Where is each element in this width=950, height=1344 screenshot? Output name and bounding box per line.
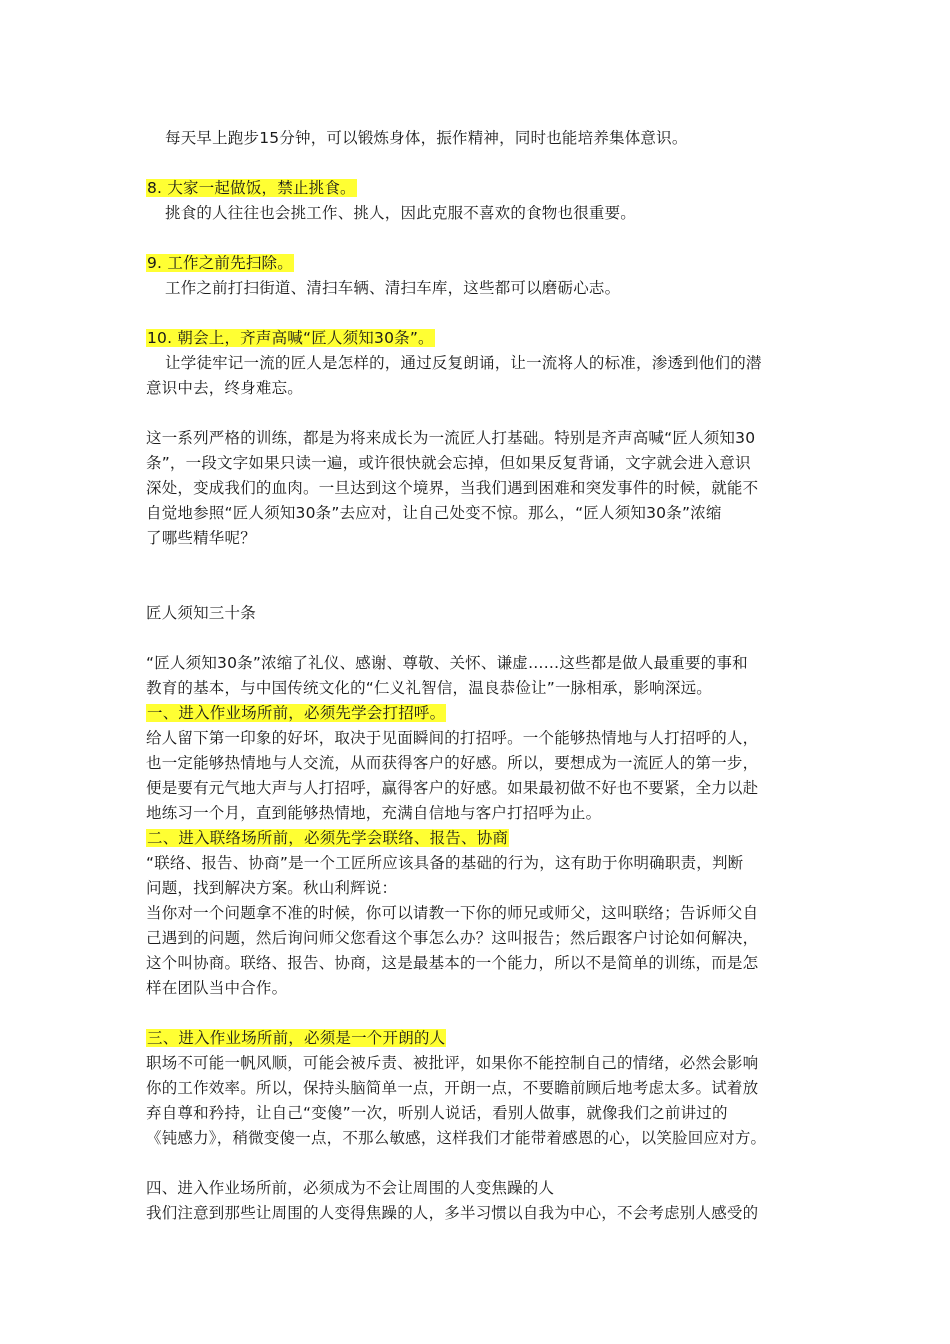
paragraph-line: “联络、报告、协商”是一个工匠所应该具备的基础的行为，这有助于你明确职责，判断 [146, 854, 744, 872]
paragraph-line: 你的工作效率。所以，保持头脑简单一点，开朗一点，不要瞻前顾后地考虑太多。试着放 [146, 1079, 759, 1097]
rule-heading-2 [146, 828, 509, 848]
paragraph-line: 每天早上跑步15分钟，可以锻炼身体，振作精神，同时也能培养集体意识。 [165, 129, 688, 147]
paragraph-line: 了哪些精华呢？ [146, 529, 256, 547]
paragraph-line: 样在团队当中合作。 [146, 979, 288, 997]
paragraph-line: 让学徒牢记一流的匠人是怎样的，通过反复朗诵，让一流将人的标准，渗透到他们的潜 [165, 354, 762, 372]
paragraph-line: 意识中去，终身难忘。 [146, 379, 304, 397]
paragraph-line: 地练习一个月，直到能够热情地，充满自信地与客户打招呼为止。 [146, 804, 602, 822]
paragraph-line: 教育的基本，与中国传统文化的“仁义礼智信，温良恭俭让”一脉相承，影响深远。 [146, 679, 712, 697]
paragraph-line: 弃自尊和矜持，让自己“变傻”一次，听别人说话，看别人做事，就像我们之前讲过的 [146, 1104, 728, 1122]
rule-heading-8 [146, 178, 357, 198]
rule-heading-3 [146, 1028, 446, 1048]
rule-heading-4: 四、进入作业场所前，必须成为不会让周围的人变焦躁的人 [146, 1179, 555, 1197]
paragraph-line: 深处，变成我们的血肉。一旦达到这个境界，当我们遇到困难和突发事件的时候，就能不 [146, 479, 759, 497]
highlighted-heading: 二、进入联络场所前，必须先学会联络、报告、协商 [147, 829, 509, 847]
rule-heading-10 [146, 328, 435, 348]
highlighted-heading: 三、进入作业场所前，必须是一个开朗的人 [147, 1029, 446, 1047]
paragraph-line: 我们注意到那些让周围的人变得焦躁的人，多半习惯以自我为中心，不会考虑别人感受的 [146, 1204, 759, 1222]
paragraph-line: “匠人须知30条”浓缩了礼仪、感谢、尊敬、关怀、谦虚……这些都是做人最重要的事和 [146, 654, 748, 672]
highlighted-heading: 8. 大家一起做饭，禁止挑食。 [147, 179, 356, 197]
paragraph-line: 职场不可能一帆风顺，可能会被斥责、被批评，如果你不能控制自己的情绪，必然会影响 [146, 1054, 759, 1072]
highlighted-heading: 9. 工作之前先扫除。 [147, 254, 293, 272]
paragraph-line: 当你对一个问题拿不准的时候，你可以请教一下你的师兄或师父，这叫联络；告诉师父自 [146, 904, 759, 922]
paragraph-line: 条”，一段文字如果只读一遍，或许很快就会忘掉，但如果反复背诵，文字就会进入意识 [146, 454, 751, 472]
paragraph-line: 工作之前打扫街道、清扫车辆、清扫车库，这些都可以磨砺心志。 [165, 279, 621, 297]
section-title: 匠人须知三十条 [146, 604, 256, 622]
paragraph-line: 这个叫协商。联络、报告、协商，这是最基本的一个能力，所以不是简单的训练，而是怎 [146, 954, 759, 972]
paragraph-line: 这一系列严格的训练，都是为将来成长为一流匠人打基础。特别是齐声高喊“匠人须知30 [146, 429, 756, 447]
paragraph-line: 给人留下第一印象的好坏，取决于见面瞬间的打招呼。一个能够热情地与人打招呼的人， [146, 729, 759, 747]
paragraph-line: 挑食的人往往也会挑工作、挑人，因此克服不喜欢的食物也很重要。 [165, 204, 637, 222]
paragraph-line: 自觉地参照“匠人须知30条”去应对，让自己处变不惊。那么，“匠人须知30条”浓缩 [146, 504, 722, 522]
rule-heading-9 [146, 253, 294, 273]
paragraph-line: 便是要有元气地大声与人打招呼，赢得客户的好感。如果最初做不好也不要紧，全力以赴 [146, 779, 759, 797]
paragraph-line: 己遇到的问题，然后询问师父您看这个事怎么办？这叫报告；然后跟客户讨论如何解决， [146, 929, 759, 947]
highlighted-heading: 一、进入作业场所前，必须先学会打招呼。 [147, 704, 446, 722]
paragraph-line: 也一定能够热情地与人交流，从而获得客户的好感。所以，要想成为一流匠人的第一步， [146, 754, 759, 772]
paragraph-line: 问题，找到解决方案。秋山利辉说： [146, 879, 398, 897]
rule-heading-1 [146, 703, 446, 723]
paragraph-line: 《钝感力》，稍微变傻一点，不那么敏感，这样我们才能带着感恩的心，以笑脸回应对方。 [146, 1129, 767, 1147]
highlighted-heading: 10. 朝会上，齐声高喊“匠人须知30条”。 [147, 329, 434, 347]
